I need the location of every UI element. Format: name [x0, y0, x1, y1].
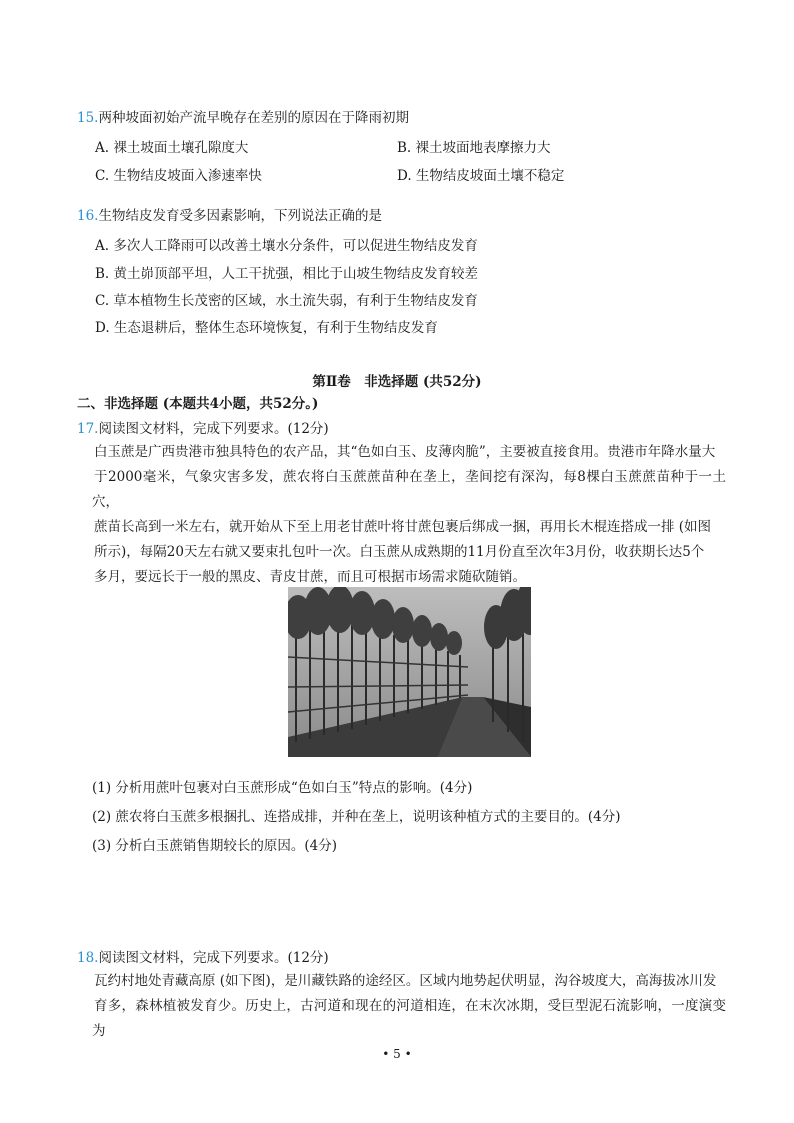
q17-stem: 阅读图文材料，完成下列要求。(12分)	[98, 421, 329, 437]
q15-option-a: A. 裸土坡面土壤孔隙度大	[95, 140, 249, 156]
q17-line-3: 蔗苗长高到一米左右，就开始从下至上用老甘蔗叶将甘蔗包裹后绑成一捆，再用长木棍连搭成一排 (如图	[94, 519, 712, 535]
q16-stem: 生物结皮发育受多因素影响，下列说法正确的是	[98, 208, 382, 224]
q18-line-1: 瓦约村地处青藏高原 (如下图)，是川藏铁路的途经区。区域内地势起伏明显，沟谷坡度大，高海拔冰川发	[94, 973, 717, 989]
q16-option-b: B. 黄土峁顶部平坦，人工干扰强，相比于山坡生物结皮发育较差	[95, 266, 479, 282]
q15-stem-line	[77, 106, 409, 126]
q18-stem-line	[77, 946, 329, 966]
q18-line-2: 育多，森林植被发育少。历史上，古河道和现在的河道相连，在末次冰期，受巨型泥石流影响，一度演变为	[92, 998, 726, 1039]
q16-stem-line	[77, 204, 382, 224]
q18-number: 18.	[77, 950, 99, 966]
q16-option-a: A. 多次人工降雨可以改善土壤水分条件，可以促进生物结皮发育	[95, 238, 478, 254]
q17-line-1: 白玉蔗是广西贵港市独具特色的农产品，其“色如白玉、皮薄肉脆”，主要被直接食用。贵港市年降水量大	[94, 444, 716, 460]
q15-option-d: D. 生物结皮坡面土壤不稳定	[397, 168, 565, 184]
q17-line-4: 所示)，每隔20天左右就又要束扎包叶一次。白玉蔗从成熟期的11月份直至次年3月份，收获期长达5个	[94, 544, 705, 560]
q17-sub-2: (2) 蔗农将白玉蔗多根捆扎、连搭成排，并种在垄上，说明该种植方式的主要目的。(4分)	[92, 809, 621, 825]
page-number: • 5 •	[382, 1047, 412, 1061]
q15-option-c: C. 生物结皮坡面入渗速率快	[95, 168, 262, 184]
sugarcane-photo	[288, 587, 531, 757]
q15-number: 15.	[77, 110, 99, 126]
q16-number: 16.	[77, 208, 99, 224]
q17-line-5: 多月，要远长于一般的黑皮、青皮甘蔗，而且可根据市场需求随砍随销。	[94, 569, 526, 585]
q17-line-2: 于2000毫米，气象灾害多发，蔗农将白玉蔗蔗苗种在垄上，垄间挖有深沟，每8棵白玉蔗蔗苗种于一土穴，	[92, 469, 726, 510]
q18-stem: 阅读图文材料，完成下列要求。(12分)	[98, 950, 329, 966]
q17-stem-line	[77, 417, 329, 437]
q16-option-c: C. 草本植物生长茂密的区域，水土流失弱，有利于生物结皮发育	[95, 293, 478, 309]
q16-option-d: D. 生态退耕后，整体生态环境恢复，有利于生物结皮发育	[95, 320, 438, 336]
q17-sub-1: (1) 分析用蔗叶包裹对白玉蔗形成“色如白玉”特点的影响。(4分)	[92, 780, 473, 796]
q15-option-b: B. 裸土坡面地表摩擦力大	[397, 140, 551, 156]
part2-title: 第Ⅱ卷 非选择题 (共52分)	[312, 374, 482, 390]
q17-material	[92, 440, 726, 590]
q15-stem: 两种坡面初始产流早晚存在差别的原因在于降雨初期	[98, 110, 409, 126]
part2-heading: 二、非选择题 (本题共4小题，共52分。)	[77, 396, 319, 412]
q17-number: 17.	[77, 421, 99, 437]
q18-material	[92, 969, 726, 1044]
q17-sub-3: (3) 分析白玉蔗销售期较长的原因。(4分)	[92, 838, 338, 854]
